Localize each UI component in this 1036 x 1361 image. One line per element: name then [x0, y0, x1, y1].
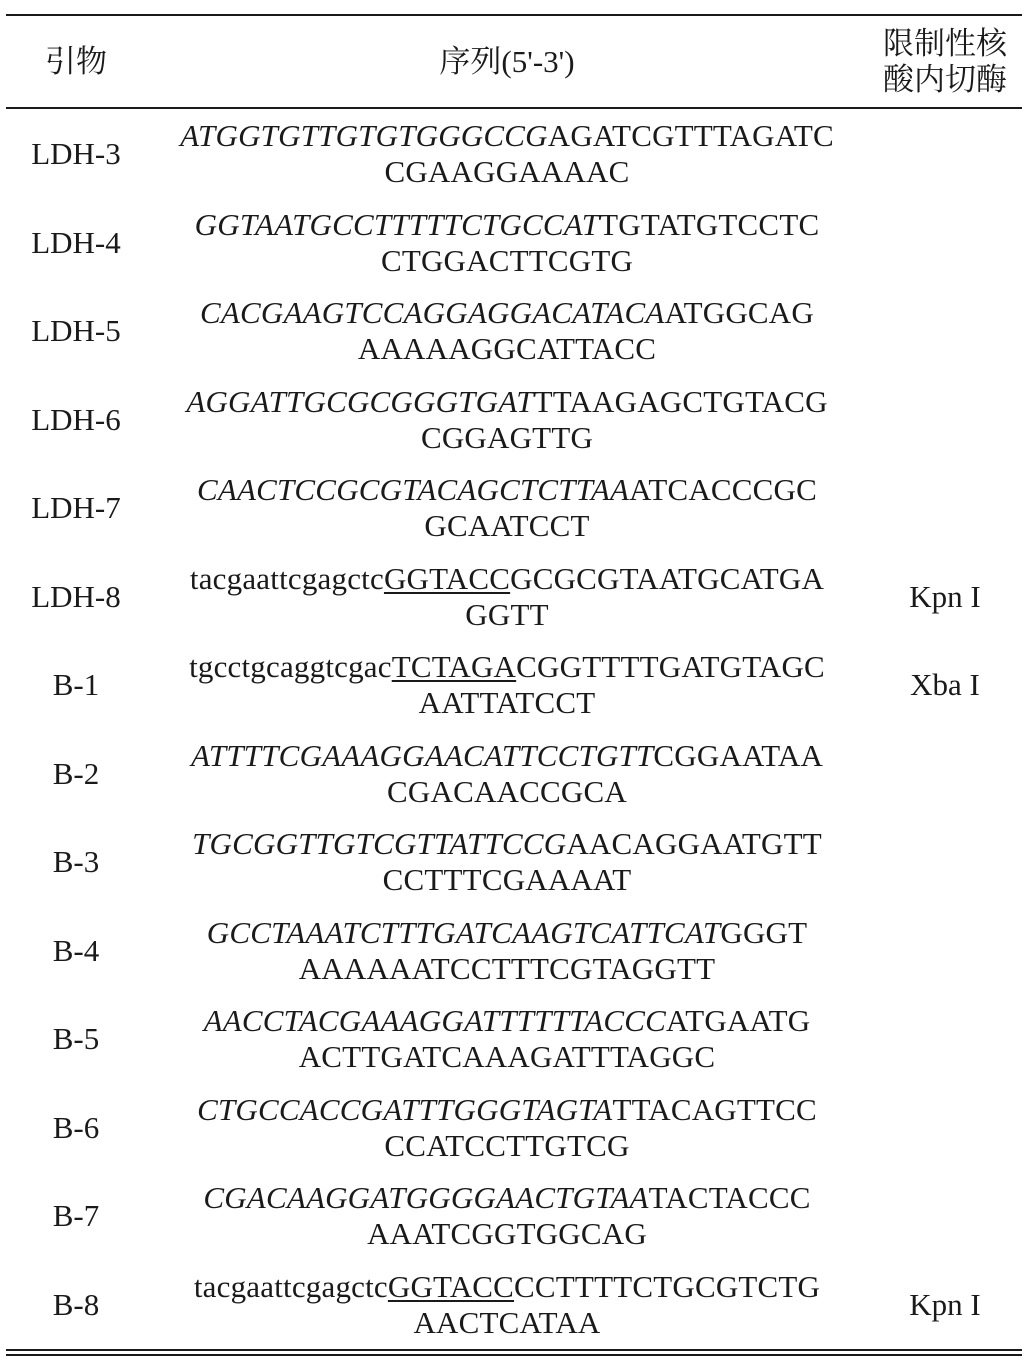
- table-body: [0, 110, 1036, 1349]
- primer-sequence: [146, 376, 868, 465]
- restriction-site: GGTACC: [383, 560, 511, 596]
- primer-name: B-5: [52, 1021, 100, 1057]
- header-sequence: 序列(5'-3'): [439, 43, 575, 79]
- sequence-overlap-italic: ATGGTGTTGTGTGGGCCG: [180, 118, 548, 154]
- primer-name: B-1: [52, 667, 100, 703]
- sequence-line-1: [195, 207, 820, 243]
- sequence-line-1: [189, 649, 825, 685]
- sequence-line-1: [192, 826, 822, 862]
- header-rule: [6, 107, 1022, 109]
- sequence-line-2: CGGAGTTG: [420, 419, 594, 455]
- primer-sequence: [146, 730, 868, 819]
- restriction-site: GGTACC: [387, 1268, 515, 1304]
- sequence-adapter: tacgaattcgagctc: [189, 560, 384, 596]
- sequence-line-2: CGACAACCGCA: [387, 773, 627, 809]
- header-enzyme-line2: 酸内切酶: [883, 61, 1007, 97]
- table-row: [0, 907, 1036, 996]
- primer-name: B-3: [52, 844, 100, 880]
- bottom-rule-double: [6, 1354, 1022, 1356]
- sequence-adapter: tgcctgcaggtcgac: [189, 649, 392, 685]
- primer-name: LDH-4: [31, 224, 121, 260]
- sequence-line-1: [190, 561, 824, 597]
- sequence-line-1: [180, 118, 834, 154]
- sequence-overlap-italic: CACGAAGTCCAGGAGGACATACA: [200, 295, 665, 331]
- restriction-enzyme: Kpn I: [909, 1286, 981, 1322]
- primer-sequence: [146, 907, 868, 996]
- primer-name: LDH-3: [31, 136, 121, 172]
- bottom-rule: [6, 1349, 1022, 1351]
- table-row: [0, 1084, 1036, 1173]
- sequence-overlap-italic: TGCGGTTGTCGTTATTCCG: [192, 826, 567, 862]
- table-row: [0, 199, 1036, 288]
- sequence-overlap-italic: GGTAATGCCTTTTTCTGCCAT: [194, 206, 600, 242]
- primer-name: LDH-6: [31, 401, 121, 437]
- sequence-line-2: GGTT: [465, 596, 549, 632]
- sequence-gene: GGGT: [720, 914, 808, 950]
- sequence-gene: ATGAATG: [666, 1003, 811, 1039]
- table-row: [0, 818, 1036, 907]
- restriction-enzyme: [868, 110, 1022, 199]
- sequence-line-2: AAAAAATCCTTTCGTAGGTT: [298, 950, 716, 986]
- sequence-line-1: [200, 295, 814, 331]
- sequence-overlap-italic: CTGCCACCGATTTGGGTAGTA: [197, 1091, 613, 1127]
- primer-sequence: [146, 110, 868, 199]
- sequence-line-1: [203, 1180, 810, 1216]
- table-row: [0, 1261, 1036, 1350]
- primer-sequence: [146, 464, 868, 553]
- primer-sequence: [146, 553, 868, 642]
- primer-sequence: [146, 995, 868, 1084]
- primer-name: LDH-8: [31, 578, 121, 614]
- primer-name: B-6: [52, 1109, 100, 1145]
- sequence-overlap-italic: CAACTCCGCGTACAGCTCTTAA: [196, 472, 630, 508]
- sequence-gene: TTAAGAGCTGTACG: [533, 383, 828, 419]
- sequence-line-2: CGAAGGAAAAC: [384, 154, 630, 190]
- table-row: [0, 110, 1036, 199]
- header-enzyme: [868, 16, 1022, 107]
- sequence-line-2: AACTCATAA: [413, 1304, 601, 1340]
- table-row: [0, 1172, 1036, 1261]
- sequence-adapter: tacgaattcgagctc: [193, 1268, 388, 1304]
- primer-name: B-7: [52, 1198, 100, 1234]
- sequence-gene: GCGCGTAATGCATGA: [510, 560, 825, 596]
- sequence-line-2: GCAATCCT: [424, 508, 590, 544]
- restriction-enzyme: [868, 995, 1022, 1084]
- primer-sequence: [146, 1172, 868, 1261]
- sequence-line-1: [207, 915, 808, 951]
- sequence-overlap-italic: ATTTTCGAAAGGAACATTCCTGTT: [190, 737, 654, 773]
- sequence-line-2: AATTATCCT: [418, 685, 596, 721]
- restriction-enzyme: Xba I: [910, 667, 980, 703]
- restriction-enzyme: [868, 818, 1022, 907]
- primer-sequence: [146, 818, 868, 907]
- sequence-line-1: [186, 384, 827, 420]
- primer-sequence: [146, 287, 868, 376]
- sequence-gene: TACTACCC: [648, 1180, 811, 1216]
- primer-name: LDH-7: [31, 490, 121, 526]
- primer-sequence: [146, 199, 868, 288]
- primer-sequence: [146, 641, 868, 730]
- table-row: [0, 730, 1036, 819]
- restriction-enzyme: [868, 464, 1022, 553]
- table-row: [0, 995, 1036, 1084]
- table-row: [0, 287, 1036, 376]
- header-primer: 引物: [45, 43, 107, 79]
- sequence-line-1: [197, 472, 817, 508]
- restriction-enzyme: [868, 907, 1022, 996]
- sequence-line-1: [194, 1269, 820, 1305]
- sequence-line-1: [204, 1003, 811, 1039]
- sequence-gene: AGATCGTTTAGATC: [547, 118, 834, 154]
- sequence-line-2: AAAAAGGCATTACC: [357, 331, 657, 367]
- sequence-gene: AACAGGAATGTT: [566, 826, 822, 862]
- sequence-gene: TTACAGTTCC: [612, 1091, 817, 1127]
- restriction-enzyme: [868, 1084, 1022, 1173]
- header-enzyme-line1: 限制性核: [883, 25, 1007, 61]
- primer-name: LDH-5: [31, 313, 121, 349]
- table-row: [0, 641, 1036, 730]
- restriction-enzyme: [868, 376, 1022, 465]
- primer-name: B-8: [52, 1286, 100, 1322]
- sequence-overlap-italic: AACCTACGAAAGGATTTTTTACCC: [203, 1003, 667, 1039]
- sequence-gene: CGGTTTTGATGTAGC: [516, 649, 825, 685]
- table-header: [0, 16, 1036, 107]
- table-row: [0, 464, 1036, 553]
- restriction-enzyme: [868, 199, 1022, 288]
- primer-sequence: [146, 1084, 868, 1173]
- sequence-gene: ATCACCCGC: [629, 472, 818, 508]
- sequence-gene: ATGGCAG: [664, 295, 814, 331]
- restriction-site: TCTAGA: [391, 649, 517, 685]
- restriction-enzyme: [868, 1172, 1022, 1261]
- sequence-overlap-italic: AGGATTGCGCGGGTGAT: [186, 383, 534, 419]
- sequence-line-2: AAATCGGTGGCAG: [367, 1216, 647, 1252]
- sequence-line-2: CCATCCTTGTCG: [384, 1127, 630, 1163]
- sequence-line-2: CTGGACTTCGTG: [380, 242, 634, 278]
- sequence-line-2: ACTTGATCAAAGATTTAGGC: [298, 1039, 716, 1075]
- sequence-gene: CCTTTTCTGCGTCTG: [514, 1268, 821, 1304]
- primer-sequence: [146, 1261, 868, 1350]
- primer-name: B-2: [52, 755, 100, 791]
- restriction-enzyme: Kpn I: [909, 578, 981, 614]
- sequence-line-2: CCTTTCGAAAAT: [382, 862, 632, 898]
- sequence-line-1: [191, 738, 823, 774]
- sequence-overlap-italic: CGACAAGGATGGGGAACTGTAA: [203, 1180, 649, 1216]
- table-row: [0, 553, 1036, 642]
- table-row: [0, 376, 1036, 465]
- sequence-line-1: [197, 1092, 817, 1128]
- restriction-enzyme: [868, 287, 1022, 376]
- sequence-gene: TGTATGTCCTC: [599, 206, 820, 242]
- sequence-gene: CGGAATAA: [653, 737, 824, 773]
- restriction-enzyme: [868, 730, 1022, 819]
- primer-name: B-4: [52, 932, 100, 968]
- sequence-overlap-italic: GCCTAAATCTTTGATCAAGTCATTCAT: [206, 914, 721, 950]
